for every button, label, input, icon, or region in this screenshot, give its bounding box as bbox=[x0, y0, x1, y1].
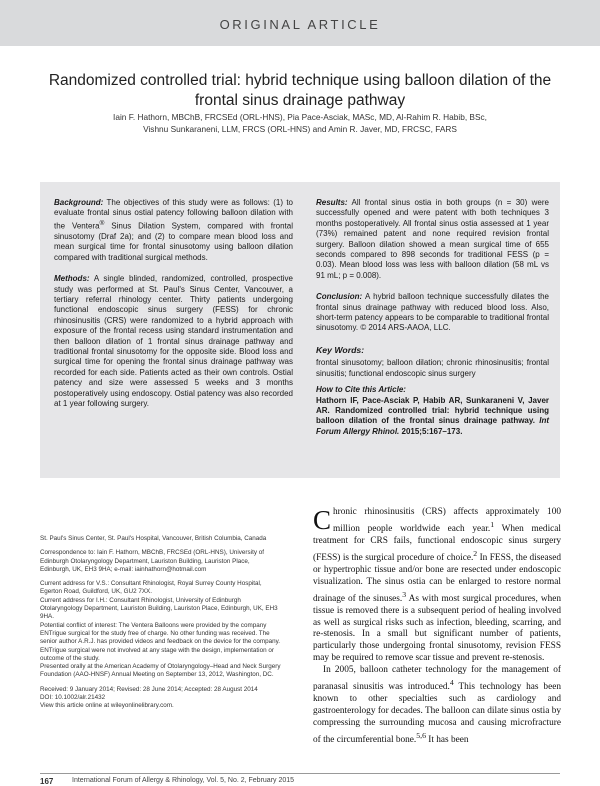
p1-text-c: In FESS, the diseased or hypertrophic tissue and/or bone are resected under endoscopic visualization. The sinus ostia can be enlarged to restore normal drainage of the sinuses. bbox=[313, 552, 561, 604]
cite-heading: How to Cite this Article: bbox=[316, 385, 406, 395]
article-title-line1: Randomized controlled trial: hybrid technique using balloon dilation of the bbox=[48, 72, 552, 89]
journal-footer: International Forum of Allergy & Rhinology, Vol. 5, No. 2, February 2015 bbox=[72, 777, 295, 784]
p2-text-c: It has been bbox=[425, 734, 469, 745]
ref-2: 2 bbox=[473, 548, 478, 558]
authors-line2: Vishnu Sunkaraneni, LLM, FRCS (ORL-HNS) and Amin R. Javer, MD, FRCSC, FARS bbox=[143, 123, 457, 134]
registered-mark: ® bbox=[99, 219, 105, 227]
body-paragraph-2 bbox=[313, 665, 561, 747]
methods-text: A single blinded, randomized, controlled, prospective study was performed at St. Paul's Sinus Center, Vancouver, a tertiary referral rhinology center. Thirty patients undergoing functional endoscopic sinus surgery (FESS) for chronic rhinosinusitis (CRS) were randomized to a hybrid approach with exposure of the frontal recess using standard instrumentation and then balloon dilation of 1 frontal sinus drainage pathway and traditional frontal sinusotomy for the opposite side. Blood loss and surgical time for opening the frontal sinus drainage pathway was recorded for each side. Patients acted as their own controls. Ostial patency and size were assessed 5 weeks and 3 months postoperatively using endoscopy. Ostial patency was also recorded at 1 year following surgery. bbox=[54, 274, 293, 408]
current-address-vs: Current address for V.S.: Consultant Rhinologist, Royal Surrey County Hospital, Egerton Road, Guildford, UK, GU2 7XX. bbox=[40, 580, 262, 596]
p2-text-a: In 2005, balloon catheter technology for the management of paranasal sinusitis was introduced. bbox=[313, 665, 561, 693]
abstract-results bbox=[316, 198, 549, 281]
results-text: All frontal sinus ostia in both groups (n = 30) were successfully opened and were patent with both techniques 3 months postoperatively. All frontal sinus ostia assessed at 1 year (73%) remained patent and none required revision frontal surgery. Balloon dilation showed a mean surgical time of 655 seconds compared to 898 seconds for traditional FESS (p = 0.03). Mean blood loss was less with balloon dilation (58 mL vs 91 mL; p = 0.008). bbox=[316, 198, 549, 280]
conflict-note: Potential conflict of interest: The Ventera Balloons were provided by the company ENTrigue surgical for the study free of charge. No other funding was received. The senior author A.R.J. has provided videos and feedback on the device for the company. ENTrigue surgical were not involved at any stage with the design, implementation or outcome of the study. bbox=[40, 621, 281, 662]
view-online-note: View this article online at wileyonlinelibrary.com. bbox=[40, 702, 174, 710]
methods-heading: Methods: bbox=[54, 274, 90, 284]
p1-text-b: When medical treatment for CRS fails, functional endoscopic sinus surgery (FESS) is the surgical procedure of choice. bbox=[313, 524, 561, 563]
citation-journal: Int Forum Allergy Rhinol. bbox=[316, 416, 549, 436]
current-address-ifh: Current address for I.H.: Consultant Rhinologist, University of Edinburgh Otolaryngology Department, Lauriston Building, Lauriston Place, Edinburgh, UK, EH3 9HA. bbox=[40, 596, 278, 621]
correspondence-note: Correspondence to: Iain F. Hathorn, MBChB, FRCSEd (ORL-HNS), University of Edinburgh Otolaryngology Department, Lauriston Building, Lauriston Place, Edinburgh, UK, EH3 9HA; e-mail: iainhathorn@hotmail.com bbox=[40, 549, 264, 573]
footnotes bbox=[40, 535, 281, 717]
body-text bbox=[313, 507, 561, 747]
drop-cap: C bbox=[313, 505, 332, 535]
body-paragraph-1 bbox=[313, 507, 561, 665]
abstract-methods bbox=[54, 274, 293, 409]
footer-divider bbox=[40, 773, 560, 774]
p1-text-a: hronic rhinosinusitis (CRS) affects approximately 100 million people worldwide each year. bbox=[333, 507, 561, 534]
background-text-b: Sinus Dilation System, compared with frontal sinusotomy (Draf 2a); and (2) to compare mean blood loss and mean surgical time for frontal sinusotomy using balloon dilation compared with traditional surgical methods. bbox=[54, 221, 293, 262]
abstract-left-column bbox=[54, 198, 293, 420]
citation-text-b: 2015;5:167–173. bbox=[399, 426, 463, 436]
background-text-a: The objectives of this study were as follows: (1) to evaluate frontal sinus ostial patency following balloon dilation with the Ventera bbox=[54, 198, 293, 231]
article-title-line2: frontal sinus drainage pathway bbox=[194, 92, 406, 109]
presented-note: Presented orally at the American Academy of Otolaryngology–Head and Neck Surgery Foundation (AAO-HNSF) Annual Meeting on September 13, 2012, Washington, DC. bbox=[40, 663, 281, 679]
citation bbox=[316, 396, 549, 438]
p1-text-d: As with most surgical procedures, when tissue is removed there is a subsequent period of healing involved as well as surgical risks such as infection, bleeding, scarring, and re-stenosis. In a small but significant number of patients, particularly those undergoing frontal sinusotomy, revision FESS may be required to remove scar tissue and prevent re-stenosis. bbox=[313, 593, 561, 664]
background-heading: Background: bbox=[54, 198, 104, 207]
abstract-box bbox=[40, 182, 560, 478]
keywords-heading: Key Words: bbox=[316, 344, 365, 355]
abstract-right-column bbox=[316, 198, 549, 448]
keywords-text: frontal sinusotomy; balloon dilation; chronic rhinosinusitis; frontal sinusitis; functional endoscopic sinus surgery bbox=[316, 358, 549, 378]
page-number: 167 bbox=[40, 777, 54, 786]
results-heading: Results: bbox=[316, 198, 348, 207]
citation-text-a: Hathorn IF, Pace-Asciak P, Habib AR, Sunkaraneni V, Javer AR. Randomized controlled trial: hybrid technique using balloon dilation of the frontal sinus drainage pathway. bbox=[316, 395, 549, 426]
affiliation-note: St. Paul's Sinus Center, St. Paul's Hospital, Vancouver, British Columbia, Canada bbox=[40, 535, 267, 542]
authors-line1: Iain F. Hathorn, MBChB, FRCSEd (ORL-HNS), Pia Pace-Asciak, MASc, MD, Al-Rahim R. Habib, BSc, bbox=[113, 112, 487, 122]
doi-note: DOI: 10.1002/alr.21432 bbox=[40, 694, 106, 702]
ref-3: 3 bbox=[402, 589, 407, 599]
ref-5-6: 5,6 bbox=[416, 730, 426, 740]
section-banner bbox=[0, 0, 600, 46]
conclusion-text: A hybrid balloon technique successfully dilates the frontal sinus drainage pathway with reduced blood loss. Also, short-term patency appears to be comparable to traditional frontal sinusotomy. © 2014 ARS-AAOA, LLC. bbox=[316, 292, 549, 333]
section-label: ORIGINAL ARTICLE bbox=[219, 17, 381, 32]
ref-4: 4 bbox=[449, 678, 454, 688]
conclusion-heading: Conclusion: bbox=[316, 292, 363, 302]
abstract-conclusion bbox=[316, 292, 549, 334]
author-list bbox=[40, 112, 560, 135]
abstract-background bbox=[54, 198, 293, 263]
received-dates: Received: 9 January 2014; Revised: 28 June 2014; Accepted: 28 August 2014 bbox=[40, 685, 258, 693]
ref-1: 1 bbox=[490, 519, 495, 529]
p2-text-b: This technology has been known to other specialties such as cardiology and gastroenterology for decades. The balloon can dilate sinus ostia by compressing the surrounding mucosa and causing microfracture of the circumferential bone. bbox=[313, 682, 561, 745]
article-title bbox=[30, 71, 570, 111]
